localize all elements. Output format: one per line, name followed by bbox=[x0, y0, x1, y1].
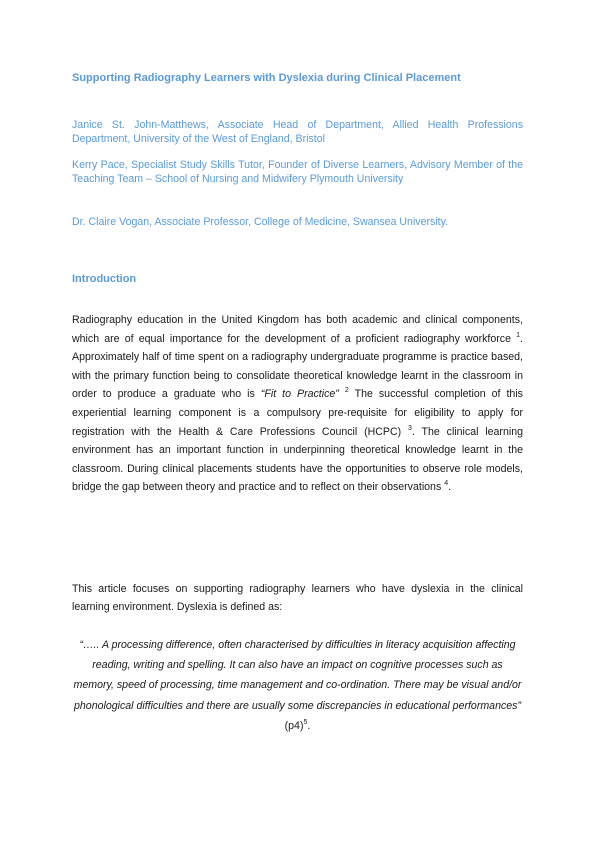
quote-end: . bbox=[307, 719, 311, 732]
author-affiliation: Kerry Pace, Specialist Study Skills Tutor, Founder of Diverse Learners, Advisory Member of the Teaching Team – School of Nursing and Midwifery Plymouth University bbox=[72, 159, 523, 185]
reference-marker: 3 bbox=[408, 424, 412, 432]
paragraph-text: . bbox=[448, 481, 452, 494]
paragraph-text: Radiography education in the United Kingdom has both academic and clinical components, which are of equal importance for the development of a proficient radiography workforce bbox=[72, 314, 523, 345]
reference-marker: 2 bbox=[344, 387, 349, 395]
block-quote bbox=[72, 635, 523, 736]
author-affiliation: Janice St. John-Matthews, Associate Head of Department, Allied Health Professions Department, University of the West of England, Bristol bbox=[72, 119, 523, 145]
quote-text: “….. A processing difference, often characterised by difficulties in literacy acquisition affecting reading, writing and spelling. It can also have an impact on cognitive processes such as memory, speed of processing, time management and co-ordination. There may be visual and/or phonological difficulties and there are usually some discrepancies in educational performances” bbox=[73, 639, 522, 712]
paragraph-text: . Approximately half of time spent on a radiography undergraduate programme is practice based, with the primary function being to consolidate theoretical knowledge learnt in the classroom in order to produce a graduate who is bbox=[72, 332, 523, 401]
body-paragraph: This article focuses on supporting radiography learners who have dyslexia in the clinical learning environment. Dyslexia is defined as: bbox=[72, 583, 523, 613]
document-title: Supporting Radiography Learners with Dyslexia during Clinical Placement bbox=[72, 72, 461, 84]
reference-marker: 4 bbox=[444, 480, 449, 488]
section-heading: Introduction bbox=[72, 273, 137, 285]
reference-marker: 1 bbox=[516, 331, 521, 339]
italic-phrase: “Fit to Practice” bbox=[260, 388, 339, 401]
quote-citation: (p4) bbox=[284, 719, 304, 732]
paragraph-text: . The clinical learning environment has an important function in underpinning theoretical knowledge learnt in the classroom. During clinical placements students have the opportunities to observe role models, bridge the gap between theory and practice and to reflect on their observations bbox=[72, 425, 523, 494]
paragraph-text: The successful completion of this experiential learning component is a compulsory pre-requisite for eligibility to apply for registration with the Health & Care Professions Council (HCPC) bbox=[72, 388, 523, 438]
author-affiliation: Dr. Claire Vogan, Associate Professor, College of Medicine, Swansea University. bbox=[72, 216, 449, 228]
reference-marker: 5 bbox=[303, 718, 308, 726]
body-paragraph bbox=[72, 311, 523, 497]
